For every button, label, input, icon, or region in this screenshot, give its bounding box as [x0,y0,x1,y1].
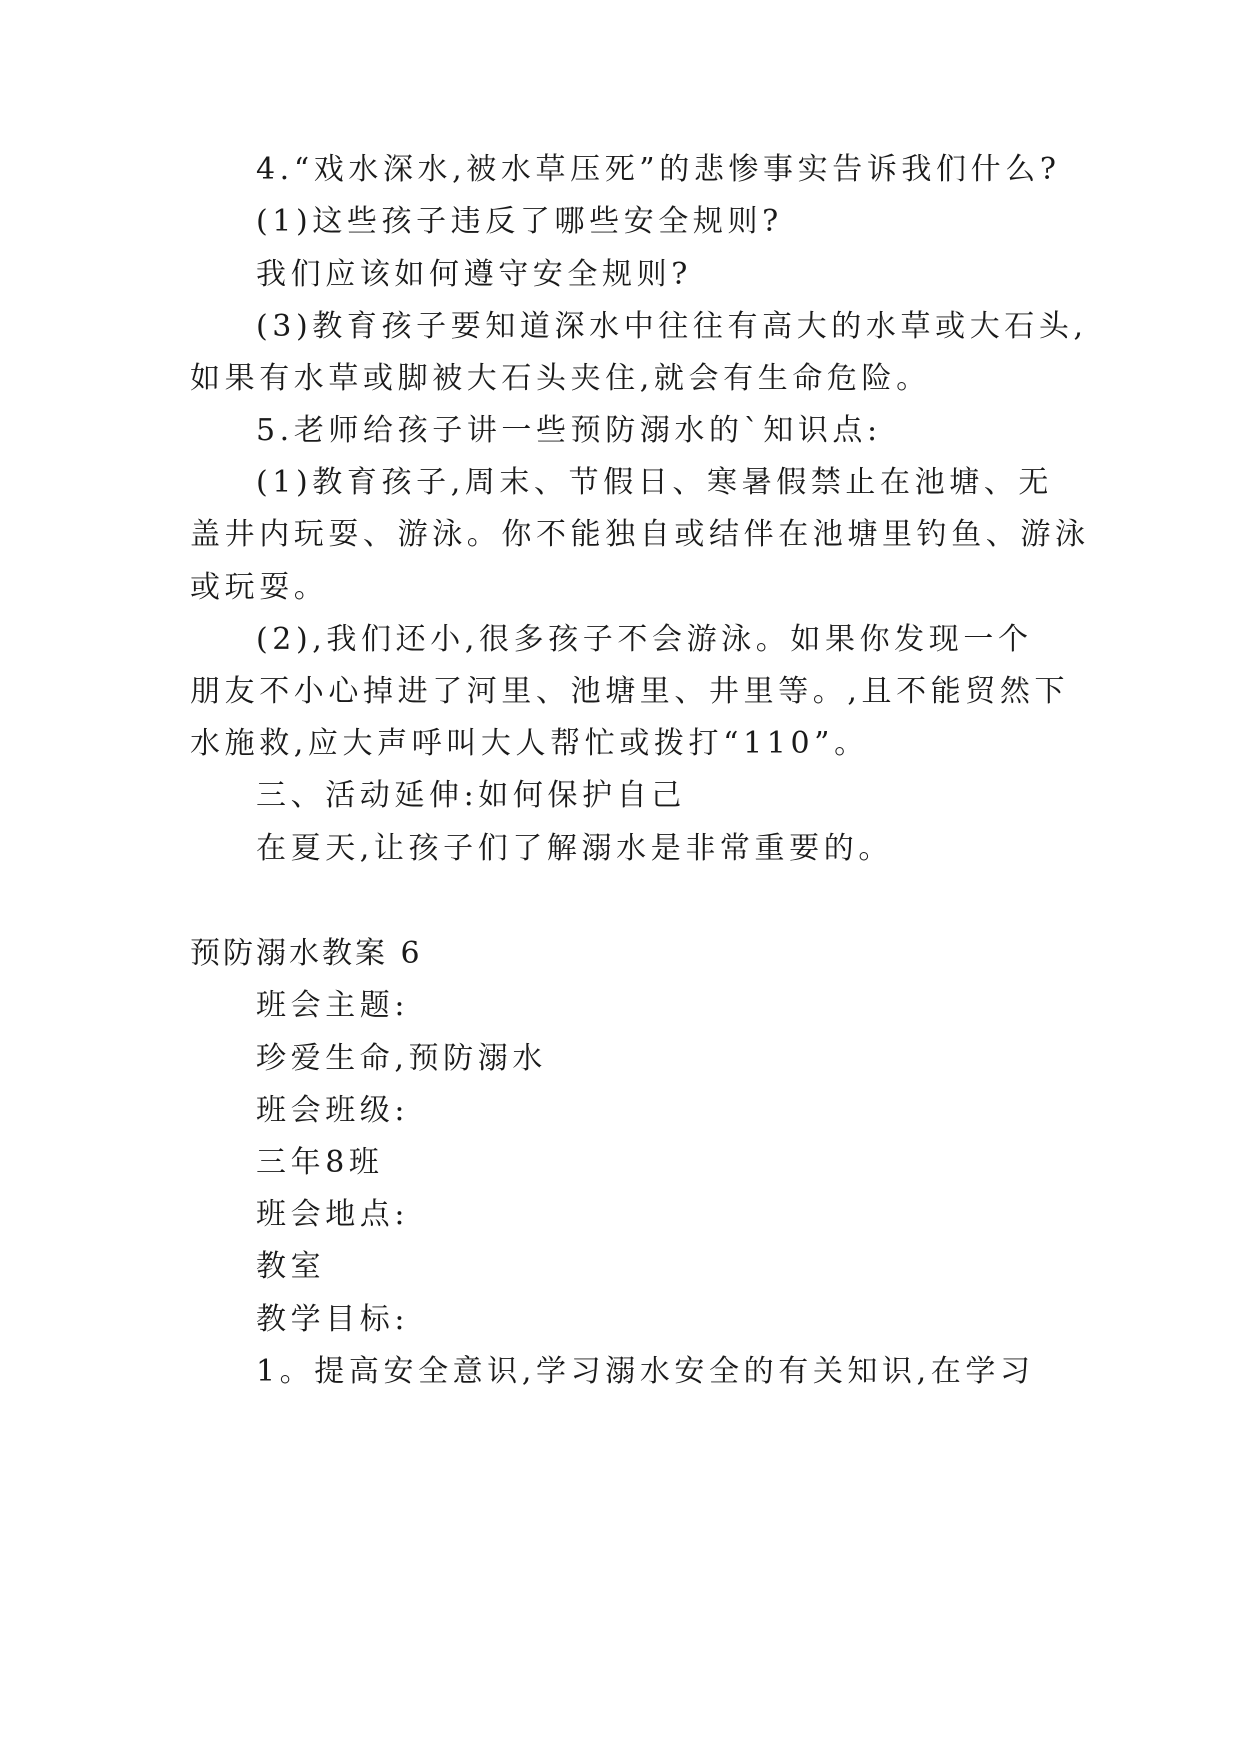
place-value: 教室 [256,1249,326,1284]
goal-item-1: 1。提高安全意识,学习溺水安全的有关知识,在学习 [256,1354,1035,1389]
question-4-item-3-line-2: 如果有水草或脚被大石头夹住,就会有生命危险。 [190,361,931,396]
question-5-item-2-line-1: (2),我们还小,很多孩子不会游泳。如果你发现一个 [256,622,1033,657]
place-label: 班会地点: [256,1197,410,1232]
question-5-item-1-line-3: 或玩耍。 [190,570,329,605]
question-5-title: 5.老师给孩子讲一些预防溺水的`知识点: [256,413,882,448]
question-4-item-1: (1)这些孩子违反了哪些安全规则? [256,204,783,239]
question-5-item-2-line-2: 朋友不小心掉进了河里、池塘里、井里等。,且不能贸然下 [190,674,1070,709]
theme-value: 珍爱生命,预防溺水 [256,1041,547,1076]
question-5-item-1-line-2: 盖井内玩耍、游泳。你不能独自或结伴在池塘里钓鱼、游泳 [190,517,1090,552]
question-5-item-2-line-3: 水施救,应大声呼叫大人帮忙或拨打“110”。 [190,726,869,761]
theme-label: 班会主题: [256,988,410,1023]
question-4-title: 4.“戏水深水,被水草压死”的悲惨事实告诉我们什么? [256,152,1061,187]
question-4-item-2: 我们应该如何遵守安全规则? [256,257,692,292]
class-label: 班会班级: [256,1093,410,1128]
question-5-item-1-line-1: (1)教育孩子,周末、节假日、寒暑假禁止在池塘、无 [256,465,1054,500]
question-4-item-3-line-1: (3)教育孩子要知道深水中往往有高大的水草或大石头, [256,309,1088,344]
lesson-plan-title: 预防溺水教案 6 [190,936,423,971]
part-3-title: 三、活动延伸:如何保护自己 [256,778,686,813]
part-3-text: 在夏天,让孩子们了解溺水是非常重要的。 [256,831,893,866]
class-value: 三年8班 [256,1145,384,1180]
goal-label: 教学目标: [256,1302,410,1337]
